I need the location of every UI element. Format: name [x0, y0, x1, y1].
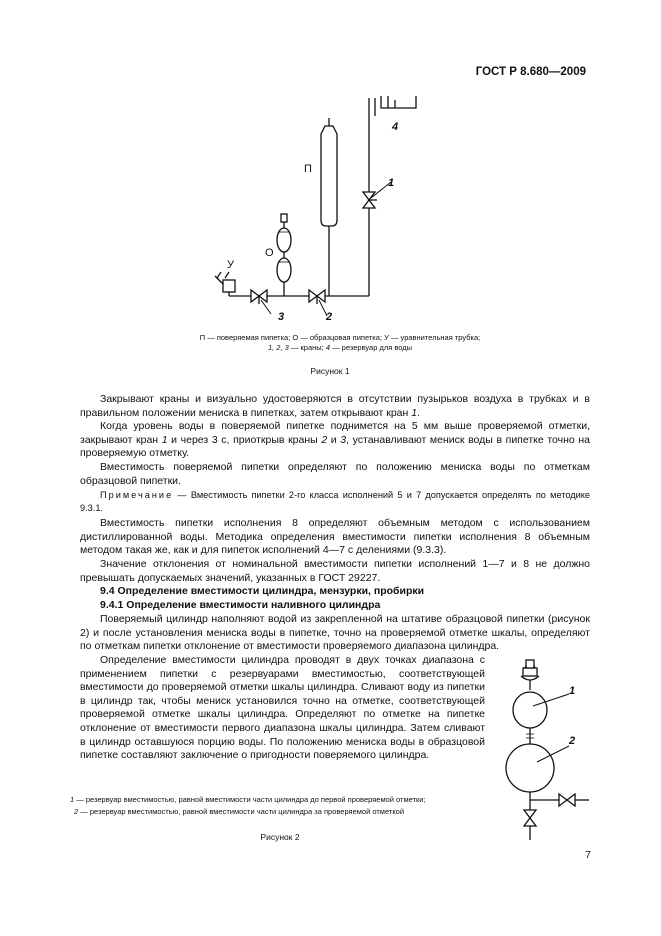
- paragraph-5: Значение отклонения от номинальной вместимости пипетки исполнений 1—7 и 8 не должно превышать допускаемых значений, указанных в ГОСТ 29227.: [80, 558, 590, 584]
- figure-1-diagram: [195, 88, 435, 328]
- reservoir-2: [506, 744, 554, 792]
- leveling-tube: [215, 272, 235, 296]
- label-reservoir-4: 4: [392, 121, 399, 133]
- valve-2: [309, 290, 325, 304]
- document-code: ГОСТ Р 8.680—2009: [475, 66, 586, 78]
- paragraph-2: Когда уровень воды в поверяемой пипетке поднимется на 5 мм выше проверяемой отметки, закрывают кран 1 и через 3 с, приоткрыв краны 2 и 3, устанавливают мениск воды в пипетке точно на проверяемую отметку.: [80, 420, 591, 460]
- paragraph-3: Вместимость поверяемой пипетки определяют по положению мениска воды по отметкам образцовой пипетки.: [80, 461, 590, 487]
- paragraph-1: Закрывают краны и визуально удостоверяются в отсутствии пузырьков воздуха в трубках и в правильном положении мениска в пипетках, затем открывают кран 1.: [80, 393, 590, 419]
- valve-3: [251, 290, 267, 304]
- label-reservoir-1: 1: [569, 685, 576, 697]
- paragraph-7: Определение вместимости цилиндра проводят в двух точках диапазона с применением пипетки с резервуарами вместимостью, соответствующей вместимости до проверяемой отметки шкалы цилиндра. Сливают воду из пипетки в цилиндр так, чтобы мениск установился точно на отметке, соответствующей проверяемой отметке шкалы цилиндра. Определяют по отметке на пипетке отклонение от вместимости первого диапазона шкалы цилиндра. Затем сливают в цилиндр оставшуюся порцию воды. По положению мениска воды в образцовой пипетке составляют заключение о пригодности поверяемого цилиндра.: [80, 654, 485, 762]
- label-pipette-P: П: [304, 163, 312, 175]
- figure-1-legend-line-2: 1, 2, 3 — краны; 4 — резервуар для воды: [267, 343, 413, 352]
- figure-1-legend-line-1: П — поверяемая пипетка; О — образцовая пипетка; У — уравнительная трубка;: [199, 333, 481, 342]
- section-heading-9-4-1: 9.4.1 Определение вместимости наливного цилиндра: [100, 599, 381, 611]
- paragraph-4: Вместимость пипетки исполнения 8 определяют объемным методом с использованием дистиллированной воды. Методика определения вместимости пипетки исполнения 8 объемным методом такая же, как и для пипеток исполнений 4—7 с делениями (9.3.3).: [80, 517, 590, 557]
- reservoir-1: [513, 692, 547, 728]
- figure-1-title: Рисунок 1: [310, 366, 350, 376]
- label-valve-2: 2: [326, 311, 333, 323]
- figure-2-legend-line-2: 2 — резервуар вместимостью, равной вместимости части цилиндра за проверяемой отметкой: [74, 807, 405, 816]
- reservoir-4: [381, 96, 416, 108]
- paragraph-6: Поверяемый цилиндр наполняют водой из закрепленной на штативе образцовой пипетки (рисунок 2) и после установления мениска воды в пипетке, точно на проверяемой отметке шкалы, определяют по отметкам пипетки отклонение от вместимости проверяемого диапазона цилиндра.: [80, 613, 590, 653]
- figure-1-legend: [105, 333, 575, 353]
- page-number: 7: [585, 849, 591, 861]
- figure-2-title: Рисунок 2: [260, 832, 300, 842]
- figure-2-legend-line-1: 1 — резервуар вместимостью, равной вместимости части цилиндра до первой проверяемой отметки;: [70, 795, 426, 804]
- label-valve-3: 3: [278, 311, 285, 323]
- label-reference-O: О: [265, 247, 274, 259]
- label-leveling-U: У: [227, 259, 234, 271]
- note: Примечание — Вместимость пипетки 2-го класса исполнений 5 и 7 допускается определять по методике 9.3.1.: [80, 490, 590, 513]
- tested-pipette: [321, 118, 337, 296]
- label-valve-1: 1: [388, 177, 395, 189]
- reference-pipette: [277, 214, 291, 296]
- valve-side-fig2: [559, 794, 575, 806]
- label-reservoir-2: 2: [569, 735, 576, 747]
- section-heading-9-4: 9.4 Определение вместимости цилиндра, мензурки, пробирки: [100, 585, 425, 597]
